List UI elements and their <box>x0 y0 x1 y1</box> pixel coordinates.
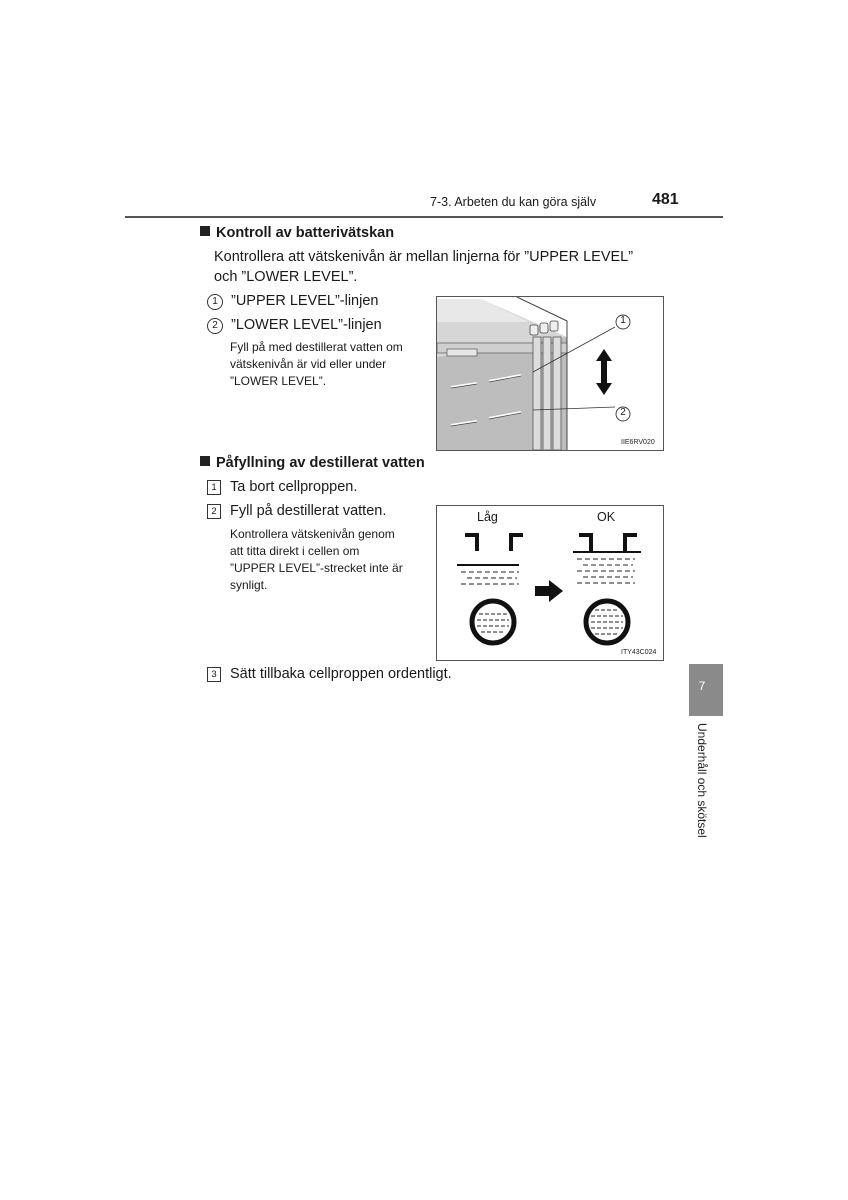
section-heading-text: Påfyllning av destillerat vatten <box>216 455 425 471</box>
list-item-text: ”LOWER LEVEL”-linjen <box>231 317 382 333</box>
square-bullet-icon <box>200 226 210 236</box>
square-bullet-icon <box>200 456 210 466</box>
step-number: 3 <box>207 667 221 682</box>
note-line: Kontrollera vätskenivån genom <box>230 527 395 541</box>
note-line: att titta direkt i cellen om <box>230 544 360 558</box>
step-text: Sätt tillbaka cellproppen ordentligt. <box>230 666 452 682</box>
section2-note <box>230 526 423 594</box>
step-3 <box>207 664 452 684</box>
step-text: Fyll på destillerat vatten. <box>230 503 387 519</box>
water-level-figure <box>436 505 664 661</box>
chapter-tab-number: 7 <box>698 679 706 693</box>
note-line: ”UPPER LEVEL”-strecket inte är <box>230 561 403 575</box>
header-rule <box>125 216 723 218</box>
battery-level-figure <box>436 296 664 451</box>
chapter-tab-label: Underhåll och skötsel <box>695 723 709 838</box>
step-number: 2 <box>207 504 221 519</box>
intro-line-2: och ”LOWER LEVEL”. <box>214 269 358 285</box>
note-line: synligt. <box>230 578 268 592</box>
section1-note <box>230 339 423 390</box>
note-line: Fyll på med destillerat vatten om <box>230 340 403 354</box>
callout-1-label: 1 <box>620 315 626 326</box>
note-line: vätskenivån är vid eller under <box>230 357 387 371</box>
step-1 <box>207 477 357 497</box>
callout-number: 1 <box>207 294 223 310</box>
step-text: Ta bort cellproppen. <box>230 479 358 495</box>
section1-intro <box>214 247 660 287</box>
callout-number: 2 <box>207 318 223 334</box>
battery-illustration <box>437 297 663 450</box>
figure-code: IIE6RV020 <box>621 439 655 446</box>
callout-2-label: 2 <box>620 407 626 418</box>
list-item-lower-level <box>207 315 382 335</box>
section-heading-text: Kontroll av batterivätskan <box>216 225 395 241</box>
section-heading-distilled-water <box>200 455 425 471</box>
step-2 <box>207 501 386 521</box>
section-heading-battery-fluid <box>200 225 394 241</box>
list-item-text: ”UPPER LEVEL”-linjen <box>231 293 379 309</box>
header-section-title: 7-3. Arbeten du kan göra själv <box>430 195 597 209</box>
step-number: 1 <box>207 480 221 495</box>
page-number: 481 <box>652 191 679 208</box>
list-item-upper-level <box>207 291 378 311</box>
intro-line-1: Kontrollera att vätskenivån är mellan linjerna för ”UPPER LEVEL” <box>214 249 634 265</box>
label-low: Låg <box>477 510 498 524</box>
figure-code: ITY43C024 <box>621 649 657 656</box>
label-ok: OK <box>597 510 616 524</box>
level-comparison-illustration <box>437 506 663 660</box>
note-line: ”LOWER LEVEL”. <box>230 374 327 388</box>
